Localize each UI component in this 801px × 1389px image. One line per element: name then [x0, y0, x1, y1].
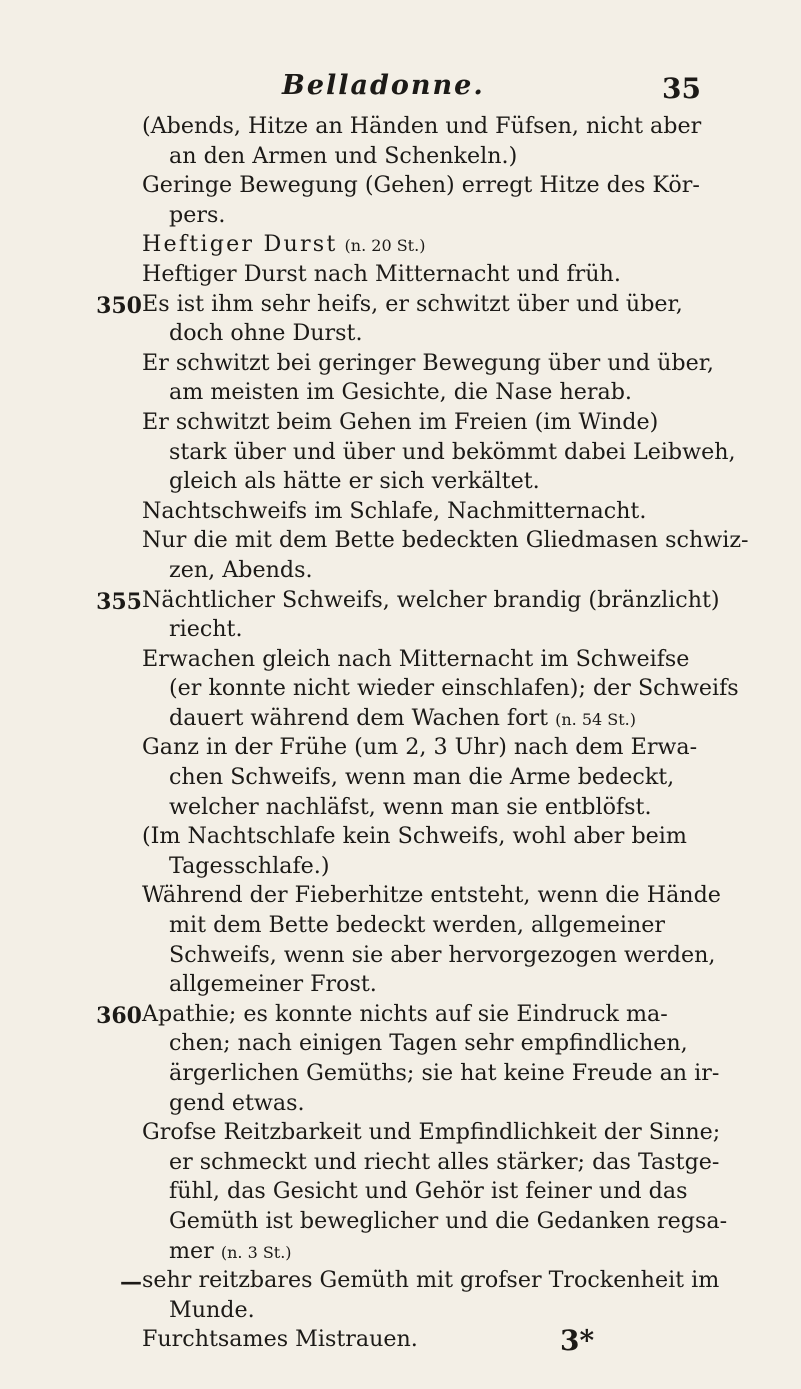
text-line: riecht.: [169, 616, 243, 643]
text-line: [96, 290, 742, 320]
text-line: Tagesschlafe.): [169, 852, 330, 879]
text-line: [142, 1237, 742, 1267]
text-line-content: dauert während dem Wachen fort: [169, 704, 549, 731]
text-line-content: Es ist ihm sehr heifs, er schwitzt über und über,: [142, 290, 683, 317]
text-line: Erwachen gleich nach Mitternacht im Schweifse: [142, 645, 690, 672]
text-line: ärgerlichen Gemüths; sie hat keine Freude an ir-: [169, 1060, 720, 1086]
page-number: 35: [662, 72, 701, 105]
text-line: gleich als hätte er sich verkältet.: [169, 468, 540, 495]
text-line: Während der Fieberhitze entsteht, wenn die Hände: [142, 882, 721, 909]
text-line: chen Schweifs, wenn man die Arme bedeckt,: [169, 764, 675, 791]
text-line-content: sehr reitzbares Gemüth mit grofser Trockenheit im: [142, 1267, 720, 1294]
text-line: Geringe Bewegung (Gehen) erregt Hitze des Kör-: [142, 172, 700, 199]
text-line: Schweifs, wenn sie aber hervorgezogen werden,: [169, 941, 716, 968]
entry-number: 360: [96, 1002, 142, 1029]
text-line: Gemüth ist beweglicher und die Gedanken regsa-: [169, 1207, 728, 1234]
text-line: allgemeiner Frost.: [169, 971, 377, 998]
text-line: Grofse Reitzbarkeit und Empfindlichkeit der Sinne;: [142, 1119, 721, 1146]
signature-mark: 3*: [560, 1324, 595, 1357]
text-line-content: mer: [169, 1237, 214, 1264]
text-line: doch ohne Durst.: [169, 320, 363, 347]
time-note: (n. 3 St.): [220, 1242, 292, 1262]
text-line: an den Armen und Schenkeln.): [169, 142, 518, 169]
text-line: er schmeckt und riecht alles stärker; das Tastge-: [169, 1148, 720, 1175]
text-line: zen, Abends.: [169, 556, 313, 583]
text-line: [120, 1266, 742, 1296]
text-body: [96, 112, 749, 1355]
text-line: Ganz in der Frühe (um 2, 3 Uhr) nach dem Erwa-: [142, 734, 698, 761]
text-line: mit dem Bette bedeckt werden, allgemeiner: [169, 912, 665, 939]
text-line: am meisten im Gesichte, die Nase herab.: [169, 379, 632, 406]
text-line-content: Apathie; es konnte nichts auf sie Eindruck ma-: [142, 1000, 668, 1027]
text-line: Er schwitzt bei geringer Bewegung über und über,: [142, 349, 714, 376]
text-line: Heftiger Durst nach Mitternacht und früh.: [142, 260, 621, 287]
text-line: [96, 586, 742, 616]
text-line: [142, 704, 742, 734]
emphasized-text: Heftiger Durst: [142, 231, 338, 258]
text-line: gend etwas.: [169, 1089, 305, 1116]
page-header: [0, 70, 801, 110]
text-line: [96, 1000, 742, 1030]
text-line: (er konnte nicht wieder einschlafen); der Schweifs: [169, 675, 739, 702]
text-line: Furchtsames Mistrauen.: [142, 1326, 418, 1353]
text-line: welcher nachläfst, wenn man sie entblöfst.: [169, 793, 652, 820]
text-line: (Abends, Hitze an Händen und Füfsen, nicht aber: [142, 113, 702, 139]
text-line-content: Nächtlicher Schweifs, welcher brandig (bränzlicht): [142, 586, 720, 613]
entry-number: 350: [96, 292, 142, 319]
text-line: Munde.: [169, 1296, 255, 1323]
text-line: (Im Nachtschlafe kein Schweifs, wohl aber beim: [142, 823, 687, 850]
entry-dash: —: [120, 1269, 142, 1296]
time-note: (n. 20 St.): [344, 236, 426, 256]
running-title: Belladonne.: [282, 70, 485, 101]
text-line: stark über und über und bekömmt dabei Leibweh,: [169, 438, 736, 465]
text-line: Nachtschweifs im Schlafe, Nachmitternacht.: [142, 497, 647, 524]
time-note: (n. 54 St.): [555, 709, 636, 729]
text-line: chen; nach einigen Tagen sehr empfindlichen,: [169, 1030, 688, 1057]
text-line: Er schwitzt beim Gehen im Freien (im Winde): [142, 408, 659, 435]
text-line: Nur die mit dem Bette bedeckten Gliedmasen schwiz-: [142, 527, 749, 554]
entry-number: 355: [96, 588, 142, 615]
text-line: fühl, das Gesicht und Gehör ist feiner und das: [169, 1178, 688, 1205]
text-line: pers.: [169, 201, 226, 228]
text-line: [142, 230, 742, 260]
